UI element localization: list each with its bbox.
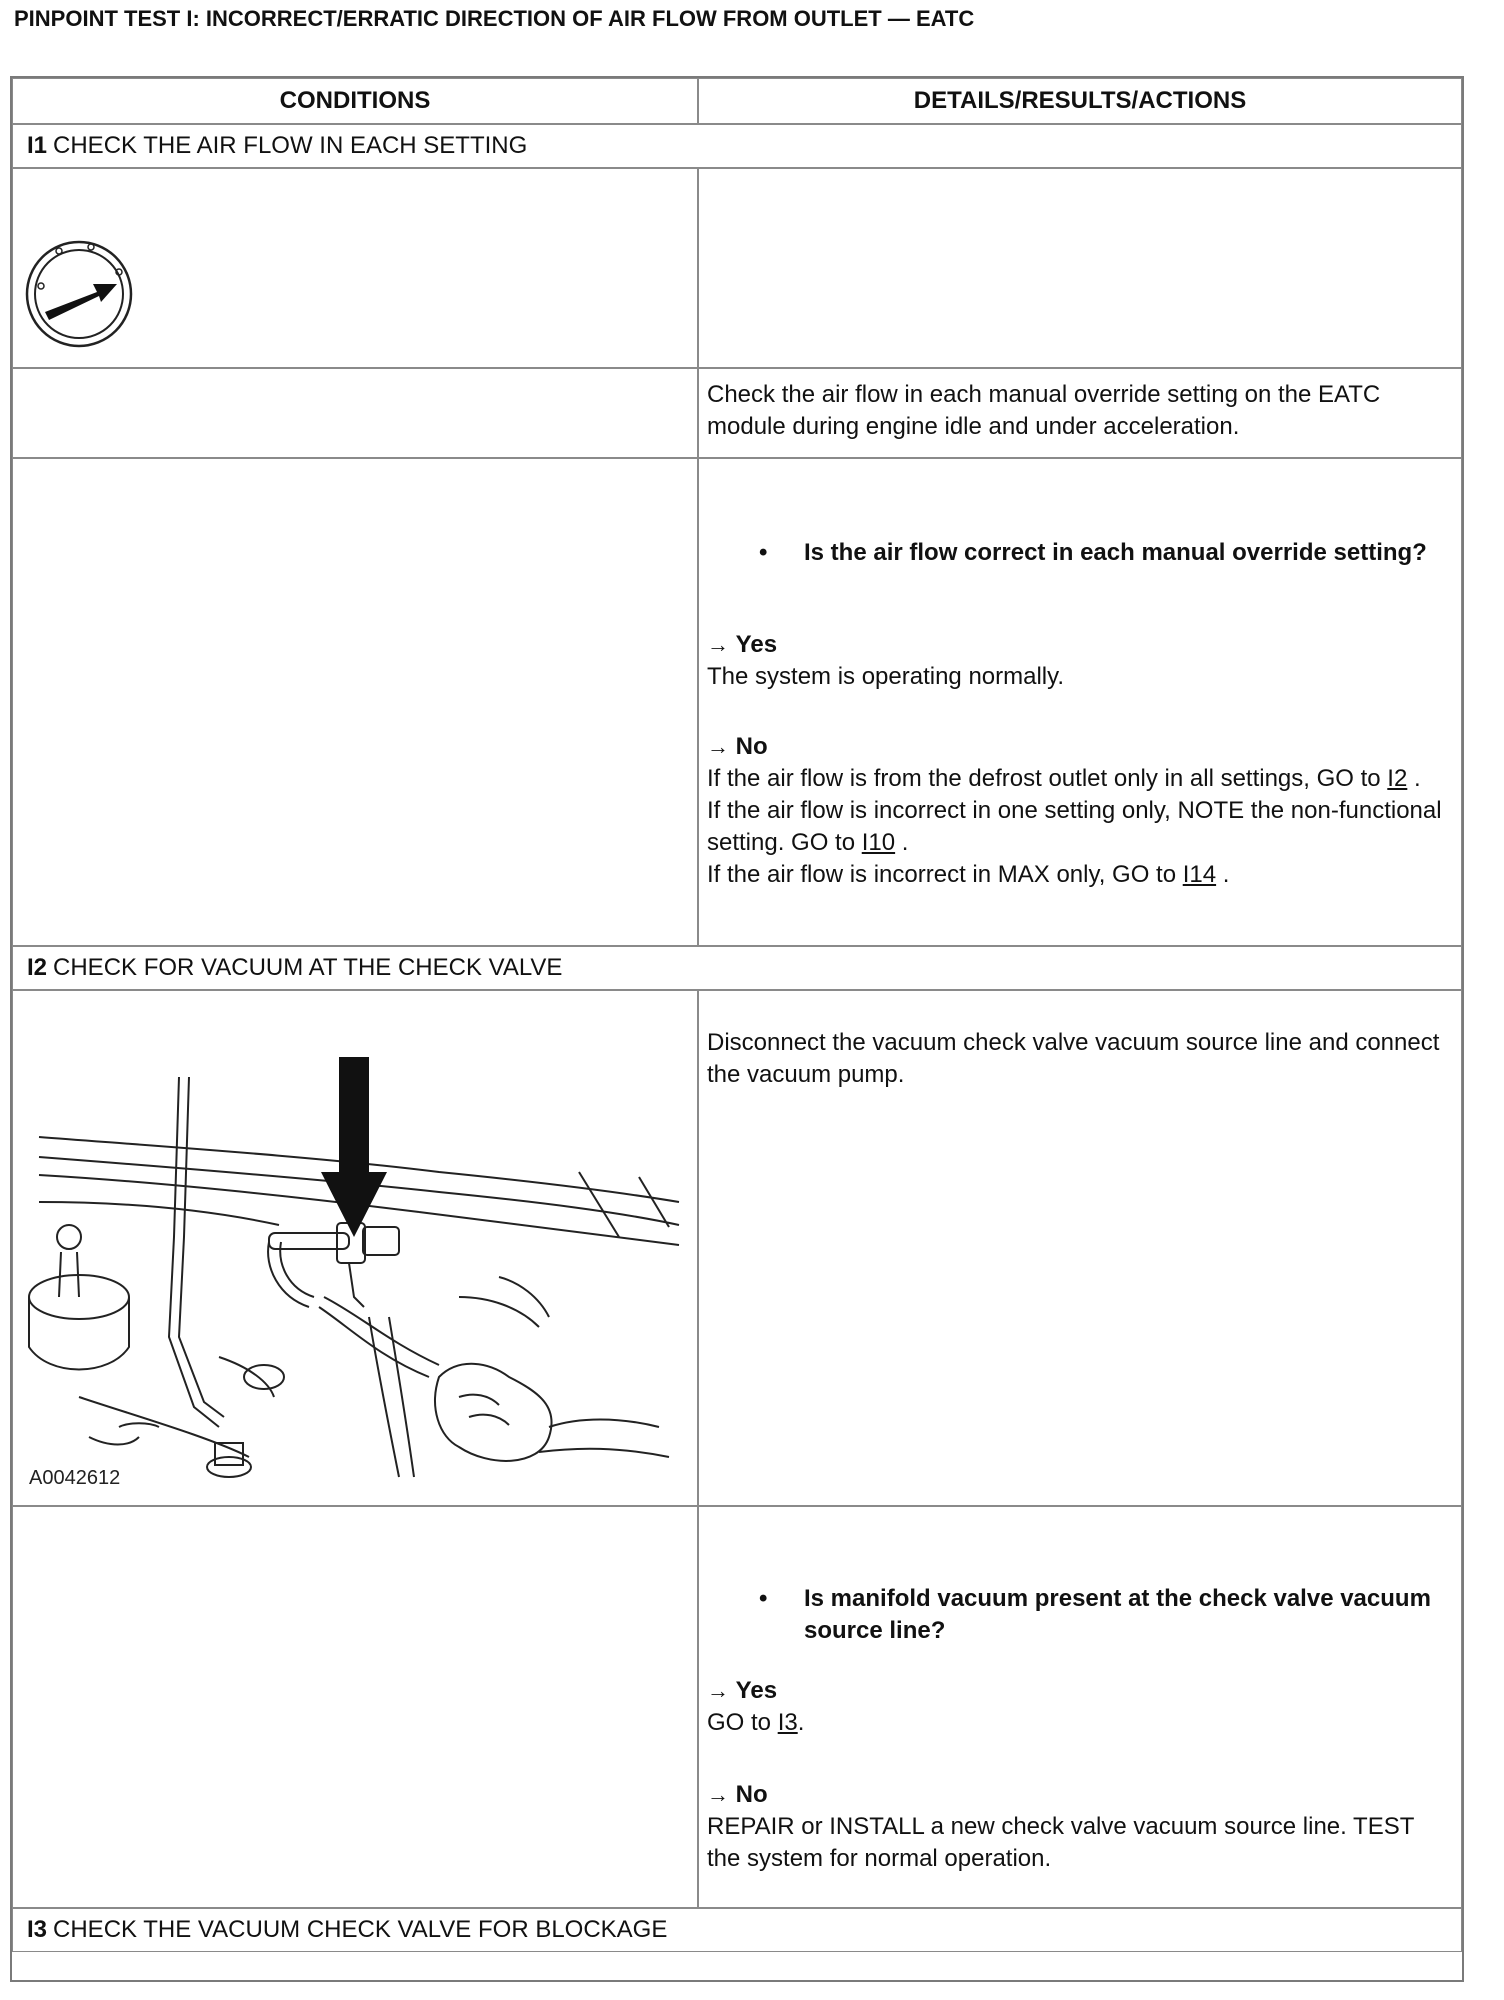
i1-instruction: Check the air flow in each manual override setting on the EATC module during engine idle and under acceleration. [698,368,1462,458]
i1-yes-text: The system is operating normally. [707,663,1065,690]
i2-no-block [707,1779,1451,1875]
link-i14[interactable]: I14 [1182,861,1217,888]
yes-label: Yes [735,1677,778,1704]
no-label: No [735,733,768,760]
step-i3-id: I3 [27,1916,48,1943]
i2-result-cell [698,1506,1462,1908]
arrow-right-icon: → [707,734,729,759]
i1-dial-cell [12,168,698,368]
arrow-right-icon: → [707,1782,729,1807]
i1-no-line2: If the air flow is incorrect in one setting only, NOTE the non-functional setting. GO to I10 . [707,797,1442,856]
i1-result-cell [698,458,1462,946]
i1-empty-result-condition-cell [12,458,698,946]
bullet-icon: • [759,539,768,566]
step-i2-title: CHECK FOR VACUUM AT THE CHECK VALVE [53,954,563,981]
i2-instruction: Disconnect the vacuum check valve vacuum source line and connect the vacuum pump. [698,990,1462,1506]
i2-no-text: REPAIR or INSTALL a new check valve vacuum source line. TEST the system for normal operation. [707,1813,1414,1872]
arrow-right-icon: → [707,632,729,657]
i2-figure-cell [12,990,698,1506]
step-i1-title: CHECK THE AIR FLOW IN EACH SETTING [53,132,528,159]
figure-label: A0042612 [29,1467,121,1489]
step-i3-title: CHECK THE VACUUM CHECK VALVE FOR BLOCKAGE [53,1916,668,1943]
i2-yes-block [707,1675,1451,1739]
i1-empty-detail-cell [698,168,1462,368]
i2-yes-text: GO to I3. [707,1709,805,1736]
i1-yes-block [707,629,1451,693]
step-i1-id: I1 [27,132,48,159]
step-i3-row [12,1908,1462,1952]
header-details: DETAILS/RESULTS/ACTIONS [698,78,1462,124]
arrow-right-icon: → [707,1678,729,1703]
header-conditions: CONDITIONS [12,78,698,124]
i1-empty-condition-cell [12,368,698,458]
no-label: No [735,1781,768,1808]
i2-empty-result-condition-cell [12,1506,698,1908]
bullet-icon: • [759,1585,768,1612]
pinpoint-table [10,76,1464,1982]
step-i1-row [12,124,1462,168]
i1-no-line1: If the air flow is from the defrost outlet only in all settings, GO to I2 . [707,765,1421,792]
yes-label: Yes [735,631,778,658]
link-i2[interactable]: I2 [1387,765,1408,792]
step-i2-row [12,946,1462,990]
i2-question: Is manifold vacuum present at the check valve vacuum source line? [804,1585,1431,1644]
i1-no-block [707,731,1451,891]
i1-question: Is the air flow correct in each manual override setting? [804,539,1427,566]
mode-dial-icon [19,234,139,354]
step-i2-id: I2 [27,954,48,981]
vacuum-check-valve-illustration [19,997,689,1497]
page-title: PINPOINT TEST I: INCORRECT/ERRATIC DIRECTION OF AIR FLOW FROM OUTLET — EATC [14,6,975,31]
i1-no-line3: If the air flow is incorrect in MAX only, GO to I14 . [707,861,1230,888]
link-i3[interactable]: I3 [777,1709,798,1736]
link-i10[interactable]: I10 [861,829,896,856]
